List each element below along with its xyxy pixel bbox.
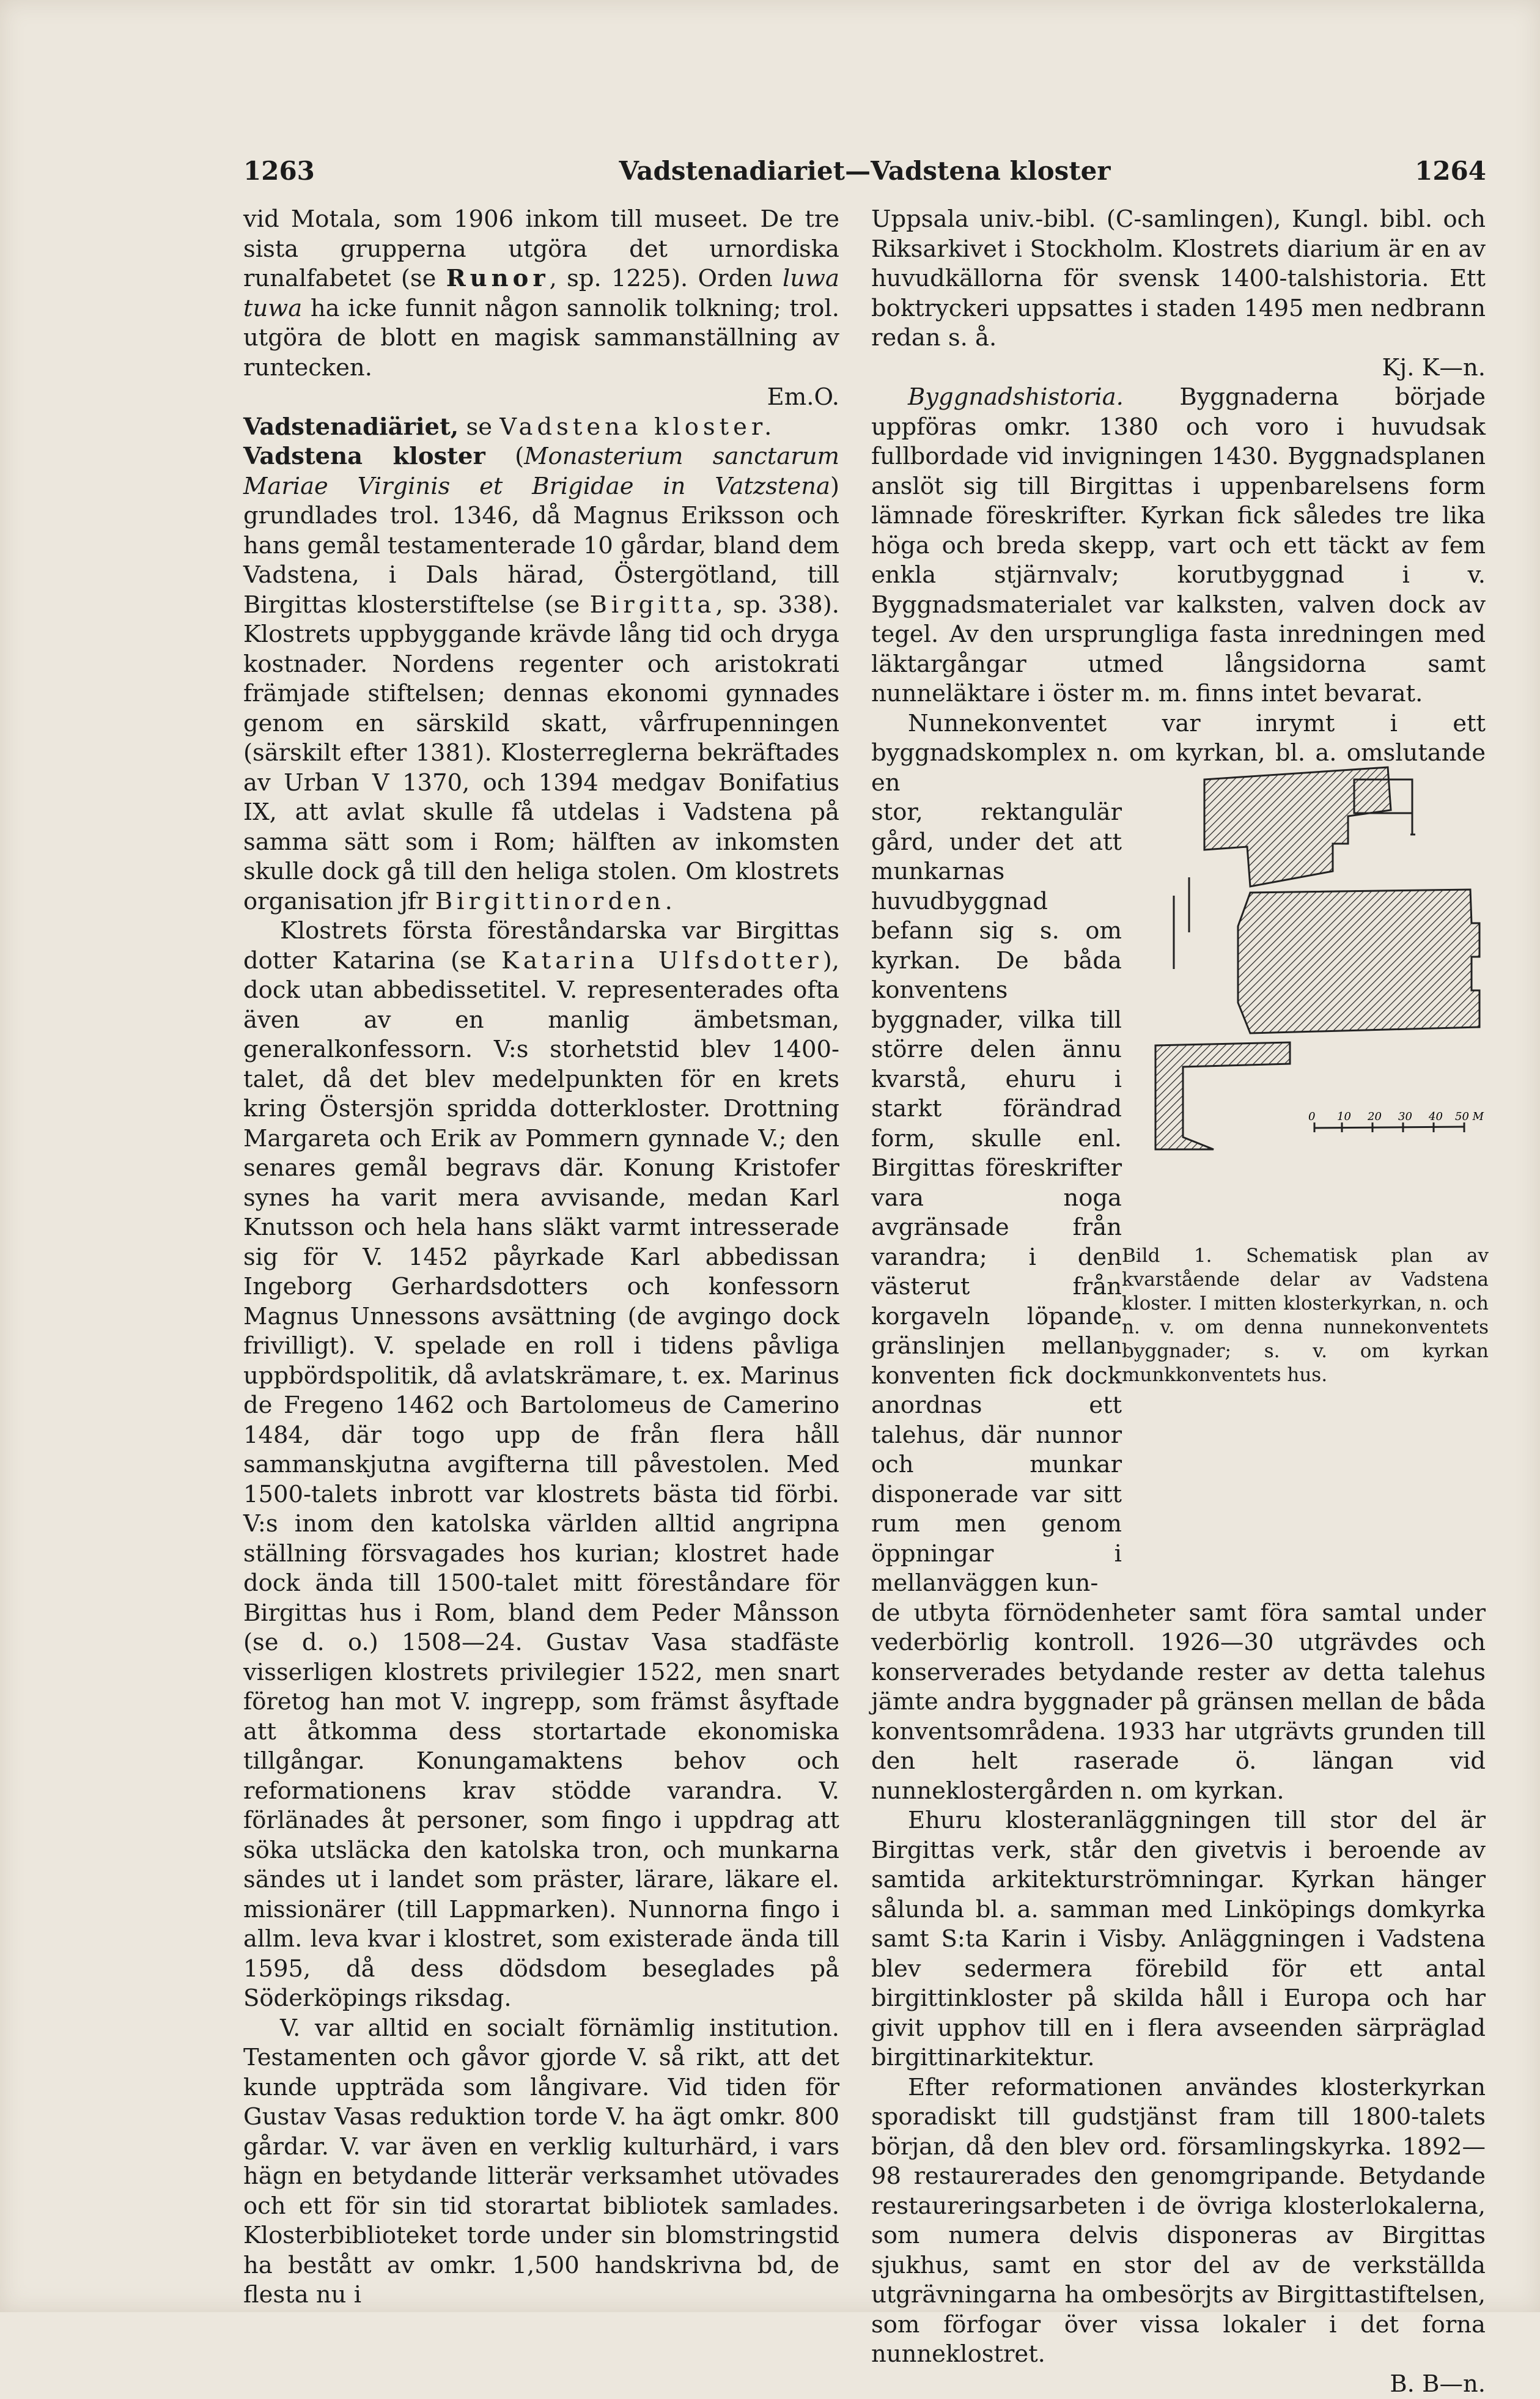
right-page-number: 1264 — [1415, 156, 1486, 186]
scale-label: 30 — [1398, 1110, 1412, 1123]
history-paragraph: Klostrets första föreståndarska var Birgittas dotter Katarina (se Katarina Ulfsdotter), dock utan abbedissetitel. V. representerades ofta även av en manlig ämbetsman, generalkonfessorn. V:s storhetstid blev 1400-talet, då det blev medelpunkten för en krets kring Östersjön spridda dotterkloster. Drottning Margareta och Erik av Pommern gynnade V.; den senares gemål begravs där. Konung Kristofer synes ha varit mera avvisande, medan Karl Knutsson och hela hans släkt varmt intresserade sig för V. 1452 påyrkade Karl abbedissan Ingeborg Gerhardsdotters och konfessorn Magnus Unnessons avsättning (de avgingo dock frivilligt). V. spelade en roll i tidens påvliga uppbördspolitik, då avlatskrämare, t. ex. Marinus de Fregeno 1462 och Bartolomeus de Camerino 1484, där togo upp de från flera håll sammanskjutna avgifterna till påvestolen. Med 1500-talets inbrott var klostrets bästa tid förbi. V:s inom den katolska världen alltid angripna ställning försvagades hos kurian; klostret hade dock ända till 1500-talet mitt föreståndare för Birgittas hus i Rom, bland dem Peder Månsson (se d. o.) 1508—24. Gustav Vasa stadfäste visserligen klostrets privilegier 1522, men snart företog han mot V. ingrepp, som främst åsyftade att åtkomma dess stortartade ekonomiska tillgångar. Konungamaktens behov och reformationens krav stödde varandra. V. förlänades åt personer, som fingo i uppdrag att söka utsläcka den katolska tron, och munkarna sändes ut i landet som präster, lärare, läkare el. missionärer (till Lappmarken). Nunnorna fingo i allm. leva kvar i klostret, som existerade ända till 1595, då dess dödsdom beseglades på Söderköpings riksdag. — [243, 916, 839, 2014]
nunnery-continued: de utbyta förnödenheter samt föra samtal under vederbörlig kontroll. 1926—30 utgrävdes och konserverades betydande rester av detta talehus jämte andra byggnader på gränsen mellan de båda konventsområdena. 1933 har utgrävts grunden till den helt raserade ö. längan vid nunneklostergården n. om kyrkan. — [871, 1599, 1486, 1807]
scale-label: 40 — [1428, 1110, 1443, 1123]
left-column — [243, 205, 839, 2310]
author-signature: B. B—n. — [871, 2370, 1486, 2399]
author-signature: Kj. K—n. — [871, 353, 1486, 383]
latin-name: Monasterium sanctarum Mariae Virginis et Brigidae in Vatzstena — [243, 443, 839, 500]
cross-reference: Birgitta — [590, 591, 716, 619]
runor-ref: Runor — [446, 265, 550, 292]
nunnery-building — [1204, 767, 1391, 886]
scale-label: 20 — [1367, 1110, 1382, 1123]
author-signature: Em.O. — [243, 383, 839, 413]
scale-label: 50 M — [1455, 1110, 1484, 1123]
building-history-paragraph: Byggnadshistoria. Byggnaderna började uppföras omkr. 1380 och voro i huvudsak fullbordade vid invigningen 1430. Byggnadsplanen anslöt sig till Birgittas i uppenbarelsens form lämnade föreskrifter. Kyrkan fick således tre lika höga och breda skepp, vart och ett täckt av fem enkla stjärnvalv; korutbyggnad i v. Byggnadsmaterialet var kalksten, valven dock av tegel. Av den ursprungliga fasta inredningen med läktargångar utmed långsidorna samt nunneläktare i öster m. m. finns intet bevarat. — [871, 383, 1486, 709]
section-label: Byggnadshistoria. — [908, 383, 1124, 411]
cross-reference: Katarina Ulfsdotter — [501, 947, 823, 975]
page-header — [243, 156, 1486, 193]
church-building — [1238, 890, 1479, 1033]
social-paragraph: V. var alltid en socialt förnämlig institution. Testamenten och gåvor gjorde V. så rikt, att det kunde uppträda som långivare. Vid tiden för Gustav Vasas reduktion torde V. ha ägt omkr. 800 gårdar. V. var även en verklig kulturhärd, i vars hägn en betydande litterär verksamhet utövades och ett för sin tid storartat bibliotek samlades. Klosterbiblioteket torde under sin blomstringstid ha bestått av omkr. 1,500 handskrivna bd, de flesta nu i — [243, 2014, 839, 2310]
scale-label: 10 — [1337, 1110, 1351, 1123]
caption-label: Bild 1. — [1122, 1245, 1212, 1267]
sources-paragraph: Uppsala univ.-bibl. (C-samlingen), Kungl. bibl. och Riksarkivet i Stockholm. Klostrets diarium är en av huvudkällorna för svensk 1400-talshistoria. Ett boktryckeri uppsattes i staden 1495 men nedbrann redan s. å. Kj. K—n. — [871, 205, 1486, 383]
cross-reference: Vadstena kloster. — [499, 413, 776, 441]
entry-head: Vadstena kloster — [243, 443, 485, 470]
cross-reference: Birgittinorden. — [435, 888, 677, 915]
monastery-plan-figure — [1146, 758, 1486, 1232]
plan-drawing — [1146, 758, 1486, 1232]
nunnery-wrapped-text: stor, rektangulär gård, under det att munkarnas huvudbyggnad befann sig s. om kyrkan. De båda konventens byggnader, vilka till större delen ännu kvarstå, ehuru i starkt förändrad form, skulle enl. Birgittas föreskrifter vara noga avgränsade från varandra; i den västerut från korgaveln löpande gränslinjen mellan konventen fick dock anordnas ett talehus, där nunnor och munkar disponerade var sitt rum men genom öppningar i mellanväggen kun- — [871, 798, 1122, 1599]
caption-text: Schematisk plan av kvarstående delar av Vadstena kloster. I mitten klosterkyrkan, n. och n. v. om denna nunnekonventets byggnader; s. v. om kyrkan munkkonventets hus. — [1122, 1245, 1489, 1386]
runor-paragraph: vid Motala, som 1906 inkom till museet. De tre sista grupperna utgöra det urnordiska runalfabetet (se Runor, sp. 1225). Orden luwa tuwa ha icke funnit någon sannolik tolkning; trol. utgöra de blott en magisk sammanställning av runtecken. Em.O. — [243, 205, 839, 413]
monks-building — [1155, 1042, 1290, 1149]
scale-bar — [1314, 1127, 1464, 1128]
kloster-entry: Vadstena kloster (Monasterium sanctarum Mariae Virginis et Brigidae in Vatzstena) grundlades trol. 1346, då Magnus Eriksson och hans gemål testamenterade 10 gårdar, bland dem Vadstena, i Dals härad, Östergötland, till Birgittas klosterstiftelse (se Birgitta, sp. 338). Klostrets uppbyggande krävde lång tid och dryga kostnader. Nordens regenter och aristokrati främjade stiftelsen; dennas ekonomi gynnades genom en särskild skatt, vårfrupenningen (särskilt efter 1381). Klosterreglerna bekräftades av Urban V 1370, och 1394 medgav Bonifatius IX, att avlat skulle få utdelas i Vadstena på samma sätt som i Rom; hälften av inkomsten skulle dock gå till den heliga stolen. Om klostrets organisation jfr Birgittinorden. — [243, 442, 839, 916]
left-page-number: 1263 — [243, 156, 315, 186]
nunnery-intro: Nunnekonventet var inrymt i ett byggnadskomplex n. om kyrkan, bl. a. omslutande en — [871, 709, 1486, 798]
running-title: Vadstenadiariet—Vadstena kloster — [243, 156, 1486, 186]
diariet-entry: Vadstenadiäriet, se Vadstena kloster. — [243, 413, 839, 443]
scale-label: 0 — [1308, 1110, 1315, 1123]
figure-caption — [1122, 1244, 1489, 1387]
reformation-paragraph: Efter reformationen användes klosterkyrkan sporadiskt till gudstjänst fram till 1800-talets början, då den blev ord. församlingskyrka. 1892—98 restaurerades den genomgripande. Betydande restaureringsarbeten i de övriga klosterlokalerna, som numera delvis disponeras av Birgittas sjukhus, samt en stor del av de verkställda utgrävningarna ha ombesörjts av Birgittastiftelsen, som förfogar över vissa lokaler i det forna nunneklostret. B. B—n. — [871, 2073, 1486, 2399]
entry-head: Vadstenadiäriet, — [243, 413, 459, 441]
architecture-paragraph: Ehuru klosteranläggningen till stor del är Birgittas verk, står den givetvis i beroende av samtida arkitekturströmningar. Kyrkan hänger sålunda bl. a. samman med Linköpings domkyrka samt S:ta Karin i Visby. Anläggningen i Vadstena blev sedermera förebild för ett antal birgittinkloster på skilda håll i Europa och har givit upphov till en i flera avseenden särpräglad birgittinarkitektur. — [871, 1806, 1486, 2073]
